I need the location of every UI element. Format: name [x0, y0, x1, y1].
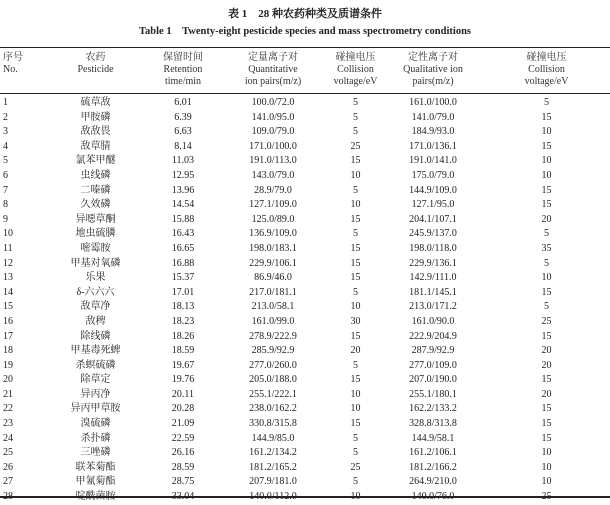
cell-quantitative-ion-pairs: 161.0/99.0	[251, 315, 295, 327]
table-row	[0, 446, 610, 461]
cell-collision-voltage-2: 15	[541, 199, 552, 211]
cell-no: 22	[3, 403, 13, 415]
cell-retention-time: 18.23	[171, 315, 195, 327]
cell-no: 24	[3, 432, 13, 444]
cell-qualitative-ion-pairs: 255.1/180.1	[409, 388, 457, 400]
cell-retention-time: 22.59	[171, 432, 195, 444]
header-collision-voltage-2	[483, 48, 610, 94]
header-quantitative-ion-pairs	[218, 48, 328, 94]
cell-collision-voltage-1: 5	[353, 111, 358, 123]
cell-pesticide: 三唑磷	[80, 447, 111, 459]
cell-qualitative-ion-pairs: 229.9/136.1	[409, 257, 457, 269]
cell-pesticide: 除线磷	[80, 330, 111, 342]
table-row	[0, 257, 610, 272]
header-retention-time-en1: Retention	[163, 64, 203, 75]
cell-retention-time: 6.39	[174, 111, 192, 123]
cell-quantitative-ion-pairs: 207.9/181.0	[249, 476, 297, 488]
cell-collision-voltage-1: 20	[350, 345, 361, 357]
table-row	[0, 461, 610, 476]
cell-no: 27	[3, 476, 13, 488]
cell-quantitative-ion-pairs: 28.9/79.0	[254, 184, 292, 196]
cell-collision-voltage-2: 15	[541, 418, 552, 430]
cell-quantitative-ion-pairs: 213.0/58.1	[251, 301, 295, 313]
table-row	[0, 271, 610, 286]
table-row	[0, 169, 610, 184]
cell-collision-voltage-1: 5	[353, 126, 358, 138]
cell-collision-voltage-2: 10	[541, 272, 552, 284]
cell-qualitative-ion-pairs: 127.1/95.0	[411, 199, 455, 211]
cell-collision-voltage-2: 20	[541, 388, 552, 400]
cell-qualitative-ion-pairs: 204.1/107.1	[409, 213, 457, 225]
cell-retention-time: 28.75	[171, 476, 195, 488]
cell-no: 19	[3, 359, 13, 371]
cell-collision-voltage-1: 5	[353, 359, 358, 371]
cell-quantitative-ion-pairs: 191.0/113.0	[249, 155, 297, 167]
cell-no: 4	[3, 140, 8, 152]
cell-pesticide: 甲基对氧磷	[70, 257, 121, 269]
cell-no: 18	[3, 345, 13, 357]
header-retention-time-cn: 保留时间	[163, 52, 203, 63]
cell-retention-time: 15.37	[171, 272, 195, 284]
cell-collision-voltage-2: 10	[541, 447, 552, 459]
cell-retention-time: 28.59	[171, 461, 195, 473]
cell-qualitative-ion-pairs: 184.9/93.0	[411, 126, 455, 138]
cell-qualitative-ion-pairs: 264.9/210.0	[409, 476, 457, 488]
header-collision-voltage-2-en2: voltage/eV	[524, 76, 569, 87]
cell-collision-voltage-1: 10	[350, 388, 361, 400]
cell-pesticide: 敌草腈	[80, 140, 111, 152]
cell-collision-voltage-1: 15	[350, 330, 361, 342]
cell-quantitative-ion-pairs: 143.0/79.0	[251, 169, 295, 181]
table-header	[0, 48, 610, 94]
header-collision-voltage-1	[328, 48, 383, 94]
cell-quantitative-ion-pairs: 330.8/315.8	[249, 418, 297, 430]
table-title-cn: 表 1 28 种农药种类及质谱条件	[228, 8, 382, 20]
cell-collision-voltage-1: 10	[350, 199, 361, 211]
cell-no: 10	[3, 228, 13, 240]
cell-quantitative-ion-pairs: 100.0/72.0	[251, 97, 295, 108]
cell-retention-time: 19.76	[171, 374, 195, 386]
cell-no: 23	[3, 418, 13, 430]
cell-collision-voltage-1: 30	[350, 315, 361, 327]
table-row	[0, 111, 610, 126]
cell-collision-voltage-1: 10	[350, 301, 361, 313]
cell-collision-voltage-2: 5	[544, 228, 549, 240]
cell-qualitative-ion-pairs: 213.0/171.2	[409, 301, 457, 313]
cell-collision-voltage-2: 20	[541, 359, 552, 371]
table-title-en: Table 1 Twenty-eight pesticide species and mass spectrometry conditions	[138, 26, 471, 37]
cell-qualitative-ion-pairs: 207.0/190.0	[409, 374, 457, 386]
table-row	[0, 432, 610, 447]
cell-retention-time: 17.01	[171, 286, 195, 298]
table-row	[0, 198, 610, 213]
header-quantitative-ion-pairs-en2: ion pairs(m/z)	[244, 76, 302, 87]
table-row	[0, 184, 610, 199]
cell-pesticide: 异丙净	[80, 388, 111, 400]
cell-collision-voltage-2: 10	[541, 169, 552, 181]
cell-no: 21	[3, 388, 13, 400]
pesticide-table	[0, 47, 610, 505]
cell-retention-time: 12.95	[171, 169, 195, 181]
cell-collision-voltage-1: 5	[353, 184, 358, 196]
cell-collision-voltage-1: 5	[353, 228, 358, 240]
cell-pesticide: 杀扑磷	[80, 432, 111, 444]
cell-no: 5	[3, 155, 8, 167]
cell-quantitative-ion-pairs: 161.2/134.2	[249, 447, 297, 459]
cell-retention-time: 15.88	[171, 213, 195, 225]
cell-quantitative-ion-pairs: 136.9/109.0	[249, 228, 297, 240]
cell-collision-voltage-1: 15	[350, 257, 361, 269]
cell-no: 2	[3, 111, 8, 123]
cell-collision-voltage-2: 5	[544, 97, 549, 108]
cell-pesticide: 硫草敌	[80, 97, 111, 108]
cell-collision-voltage-2: 10	[541, 461, 552, 473]
cell-pesticide: 乐果	[85, 272, 106, 284]
table-row	[0, 373, 610, 388]
cell-collision-voltage-1: 5	[353, 286, 358, 298]
cell-no: 11	[3, 242, 13, 254]
cell-qualitative-ion-pairs: 181.1/145.1	[409, 286, 457, 298]
cell-quantitative-ion-pairs: 125.0/89.0	[251, 213, 295, 225]
header-no-en1: No.	[3, 64, 18, 75]
cell-collision-voltage-1: 15	[350, 242, 361, 254]
cell-no: 12	[3, 257, 13, 269]
cell-collision-voltage-1: 15	[350, 213, 361, 225]
cell-quantitative-ion-pairs: 86.9/46.0	[254, 272, 292, 284]
cell-pesticide: 虫线磷	[80, 169, 111, 181]
table-row	[0, 417, 610, 432]
table-row	[0, 330, 610, 345]
cell-quantitative-ion-pairs: 205.0/188.0	[249, 374, 297, 386]
cell-collision-voltage-2: 15	[541, 286, 552, 298]
cell-pesticide: 敌敌畏	[80, 126, 111, 138]
cell-collision-voltage-2: 20	[541, 345, 552, 357]
table-row	[0, 227, 610, 242]
header-collision-voltage-1-cn: 碰撞电压	[335, 52, 376, 63]
header-retention-time-en2: time/min	[164, 76, 202, 87]
table-row	[0, 125, 610, 140]
cell-quantitative-ion-pairs: 255.1/222.1	[249, 388, 297, 400]
cell-quantitative-ion-pairs: 181.2/165.2	[249, 461, 297, 473]
table-row	[0, 140, 610, 155]
cell-collision-voltage-2: 20	[541, 213, 552, 225]
table-row	[0, 300, 610, 315]
cell-pesticide: 甲基毒死蜱	[70, 345, 121, 357]
cell-quantitative-ion-pairs: 238.0/162.2	[249, 403, 297, 415]
cell-qualitative-ion-pairs: 161.0/100.0	[409, 97, 457, 108]
cell-qualitative-ion-pairs: 175.0/79.0	[411, 169, 455, 181]
cell-no: 14	[3, 286, 13, 298]
cell-pesticide: 杀螟硫磷	[75, 359, 116, 371]
cell-pesticide: 溴硫磷	[80, 418, 111, 430]
header-quantitative-ion-pairs-en1: Quantitative	[248, 64, 298, 75]
cell-pesticide: 除草定	[80, 374, 111, 386]
cell-collision-voltage-1: 15	[350, 155, 361, 167]
header-qualitative-ion-pairs-en1: Qualitative ion	[403, 64, 463, 75]
cell-pesticide: 地虫硫膦	[75, 228, 116, 240]
table-row	[0, 213, 610, 228]
table-row	[0, 475, 610, 490]
header-retention-time	[148, 48, 218, 94]
cell-quantitative-ion-pairs: 277.0/260.0	[249, 359, 297, 371]
table-row	[0, 344, 610, 359]
cell-retention-time: 6.01	[174, 97, 192, 108]
cell-qualitative-ion-pairs: 245.9/137.0	[409, 228, 457, 240]
table-row	[0, 315, 610, 330]
cell-collision-voltage-2: 5	[544, 257, 549, 269]
cell-collision-voltage-1: 15	[350, 374, 361, 386]
cell-no: 20	[3, 374, 13, 386]
cell-collision-voltage-1: 15	[350, 418, 361, 430]
header-qualitative-ion-pairs-cn: 定性离子对	[408, 52, 458, 63]
cell-collision-voltage-1: 5	[353, 97, 358, 108]
cell-pesticide: 异丙甲草胺	[70, 403, 121, 415]
cell-retention-time: 16.43	[171, 228, 195, 240]
cell-collision-voltage-1: 10	[350, 403, 361, 415]
cell-collision-voltage-2: 25	[541, 315, 552, 327]
cell-retention-time: 14.54	[171, 199, 195, 211]
cell-no: 17	[3, 330, 13, 342]
cell-no: 25	[3, 447, 13, 459]
cell-no: 6	[3, 169, 8, 181]
cell-retention-time: 16.65	[171, 242, 195, 254]
cell-quantitative-ion-pairs: 127.1/109.0	[249, 199, 297, 211]
cell-quantitative-ion-pairs: 171.0/100.0	[249, 140, 297, 152]
table-row	[0, 402, 610, 417]
header-collision-voltage-1-en1: Collision	[337, 64, 374, 75]
cell-collision-voltage-1: 5	[353, 432, 358, 444]
cell-qualitative-ion-pairs: 191.0/141.0	[409, 155, 457, 167]
cell-retention-time: 16.88	[171, 257, 195, 269]
cell-collision-voltage-1: 5	[353, 476, 358, 488]
cell-retention-time: 18.59	[171, 345, 195, 357]
header-qualitative-ion-pairs-en2: pairs(m/z)	[412, 76, 454, 87]
cell-collision-voltage-2: 15	[541, 140, 552, 152]
cell-pesticide: 甲氰菊酯	[75, 476, 116, 488]
cell-qualitative-ion-pairs: 277.0/109.0	[409, 359, 457, 371]
cell-collision-voltage-2: 15	[541, 330, 552, 342]
table-row	[0, 154, 610, 169]
cell-qualitative-ion-pairs: 144.9/109.0	[409, 184, 457, 196]
cell-quantitative-ion-pairs: 278.9/222.9	[249, 330, 297, 342]
cell-qualitative-ion-pairs: 144.9/58.1	[411, 432, 455, 444]
cell-pesticide: 嘧霉胺	[80, 242, 111, 254]
cell-quantitative-ion-pairs: 198.0/183.1	[249, 242, 297, 254]
header-collision-voltage-2-cn: 碰撞电压	[526, 52, 567, 63]
header-qualitative-ion-pairs	[383, 48, 483, 94]
table-row	[0, 388, 610, 403]
table-row	[0, 242, 610, 257]
cell-collision-voltage-2: 15	[541, 111, 552, 123]
cell-pesticide: 联苯菊酯	[75, 461, 116, 473]
cell-retention-time: 11.03	[171, 155, 195, 167]
cell-retention-time: 8.14	[174, 140, 192, 152]
cell-qualitative-ion-pairs: 222.9/204.9	[409, 330, 457, 342]
cell-quantitative-ion-pairs: 144.9/85.0	[251, 432, 295, 444]
cell-retention-time: 18.13	[171, 301, 195, 313]
cell-pesticide: 二嗪磷	[80, 184, 111, 196]
cell-qualitative-ion-pairs: 161.2/106.1	[409, 447, 457, 459]
cell-pesticide: 甲胺磷	[80, 111, 111, 123]
cell-collision-voltage-1: 5	[353, 447, 358, 459]
cell-qualitative-ion-pairs: 287.9/92.9	[411, 345, 455, 357]
cell-quantitative-ion-pairs: 141.0/95.0	[251, 111, 295, 123]
cell-retention-time: 20.28	[171, 403, 195, 415]
cell-collision-voltage-2: 5	[544, 301, 549, 313]
cell-qualitative-ion-pairs: 162.2/133.2	[409, 403, 457, 415]
bottom-rule	[0, 496, 610, 498]
header-no	[0, 48, 43, 94]
header-pesticide	[43, 48, 148, 94]
cell-qualitative-ion-pairs: 161.0/90.0	[411, 315, 455, 327]
header-pesticide-cn: 农药	[85, 52, 106, 63]
cell-collision-voltage-2: 10	[541, 126, 552, 138]
cell-collision-voltage-2: 15	[541, 374, 552, 386]
table-row	[0, 286, 610, 301]
cell-no: 8	[3, 199, 8, 211]
header-collision-voltage-2-en1: Collision	[528, 64, 565, 75]
cell-no: 7	[3, 184, 8, 196]
cell-quantitative-ion-pairs: 217.0/181.1	[249, 286, 297, 298]
cell-collision-voltage-2: 15	[541, 403, 552, 415]
cell-no: 3	[3, 126, 8, 138]
cell-pesticide: 异噁草酮	[75, 213, 116, 225]
table-row	[0, 359, 610, 374]
cell-qualitative-ion-pairs: 142.9/111.0	[409, 272, 457, 284]
cell-collision-voltage-2: 35	[541, 242, 552, 254]
cell-collision-voltage-1: 10	[350, 169, 361, 181]
cell-collision-voltage-2: 10	[541, 155, 552, 167]
cell-no: 15	[3, 301, 13, 313]
cell-qualitative-ion-pairs: 198.0/118.0	[409, 242, 457, 254]
cell-qualitative-ion-pairs: 171.0/136.1	[409, 140, 457, 152]
header-row	[0, 48, 610, 94]
cell-pesticide: 敌草净	[80, 301, 111, 313]
cell-collision-voltage-2: 15	[541, 184, 552, 196]
cell-pesticide: 久效磷	[80, 199, 111, 211]
cell-retention-time: 20.11	[171, 388, 195, 400]
cell-retention-time: 21.09	[171, 418, 195, 430]
cell-pesticide: 氯苯甲醚	[75, 155, 116, 167]
cell-no: 9	[3, 213, 8, 225]
cell-qualitative-ion-pairs: 181.2/166.2	[409, 461, 457, 473]
cell-quantitative-ion-pairs: 285.9/92.9	[251, 345, 295, 357]
cell-qualitative-ion-pairs: 141.0/79.0	[411, 111, 455, 123]
cell-collision-voltage-1: 25	[350, 461, 361, 473]
cell-qualitative-ion-pairs: 328.8/313.8	[409, 418, 457, 430]
cell-retention-time: 6.63	[174, 126, 192, 138]
header-quantitative-ion-pairs-cn: 定量离子对	[248, 52, 298, 63]
cell-retention-time: 18.26	[171, 330, 195, 342]
header-collision-voltage-1-en2: voltage/eV	[333, 76, 378, 87]
cell-no: 26	[3, 461, 13, 473]
cell-quantitative-ion-pairs: 109.0/79.0	[251, 126, 295, 138]
cell-retention-time: 13.96	[171, 184, 195, 196]
cell-collision-voltage-1: 15	[350, 272, 361, 284]
table-body	[0, 94, 610, 505]
cell-quantitative-ion-pairs: 229.9/106.1	[249, 257, 297, 269]
cell-retention-time: 19.67	[171, 359, 195, 371]
cell-pesticide: δ-六六六	[76, 286, 115, 298]
header-pesticide-en1: Pesticide	[77, 64, 114, 75]
cell-collision-voltage-2: 10	[541, 476, 552, 488]
cell-no: 1	[3, 97, 8, 108]
cell-no: 13	[3, 272, 13, 284]
cell-collision-voltage-1: 25	[350, 140, 361, 152]
cell-collision-voltage-2: 15	[541, 432, 552, 444]
cell-pesticide: 敌稗	[85, 315, 106, 327]
cell-no: 16	[3, 315, 13, 327]
cell-retention-time: 26.16	[171, 447, 195, 459]
header-no-cn: 序号	[3, 52, 23, 63]
table-row	[0, 94, 610, 111]
